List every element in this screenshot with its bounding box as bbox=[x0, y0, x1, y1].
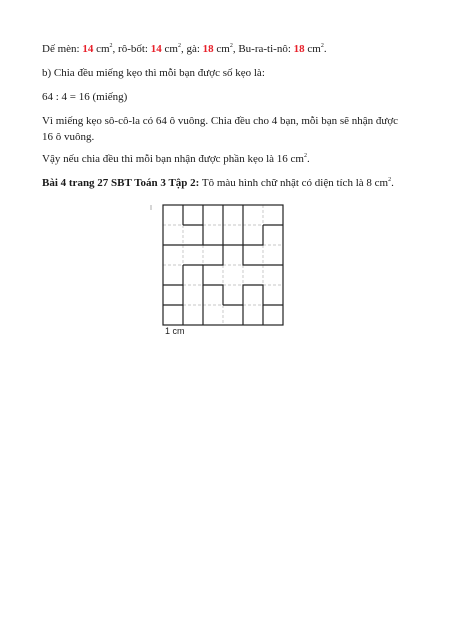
division-calculation: 64 : 4 = 16 (miếng) bbox=[42, 91, 128, 103]
burat-area: 18 bbox=[293, 43, 305, 55]
explanation-line-1: Vì miếng kẹo sô-cô-la có 64 ô vuông. Chia đều cho 4 bạn, mỗi bạn sẽ nhận được bbox=[42, 115, 399, 127]
shape-edge-2 bbox=[183, 205, 203, 225]
part-b-question: b) Chia đều miếng kẹo thì mỗi bạn được số kẹo là: bbox=[42, 67, 265, 79]
shape-edge-6 bbox=[243, 225, 263, 245]
exercise-4-heading: Bài 4 trang 27 SBT Toán 3 Tập 2: Tô màu hình chữ nhật có diện tích là 8 $cm^2$. bbox=[42, 177, 394, 189]
grid-figure bbox=[148, 200, 288, 340]
shape-edge-15 bbox=[223, 285, 283, 305]
explanation-line-2: 16 ô vuông. bbox=[42, 131, 95, 143]
robot-area: 14 bbox=[150, 43, 162, 55]
exercise-4-title: Bài 4 trang 27 SBT Toán 3 Tập 2: bbox=[42, 177, 200, 189]
answer-areas-line: Dế mèn: 14 $cm^2$, rô-bốt: 14 $cm^2$, gà: 18 $cm^2$, Bu-ra-ti-nô: 18 $cm^2$. bbox=[42, 43, 327, 55]
shape-edge-10 bbox=[163, 265, 183, 285]
de-men-area: 14 bbox=[82, 43, 94, 55]
ga-area: 18 bbox=[202, 43, 214, 55]
conclusion-line: Vậy nếu chia đều thì mỗi bạn nhận được phần kẹo là 16 $cm^2$. bbox=[42, 153, 310, 165]
shape-edge-8 bbox=[203, 245, 223, 305]
shape-edge-12 bbox=[163, 285, 183, 305]
scale-label: 1 cm bbox=[165, 326, 185, 336]
